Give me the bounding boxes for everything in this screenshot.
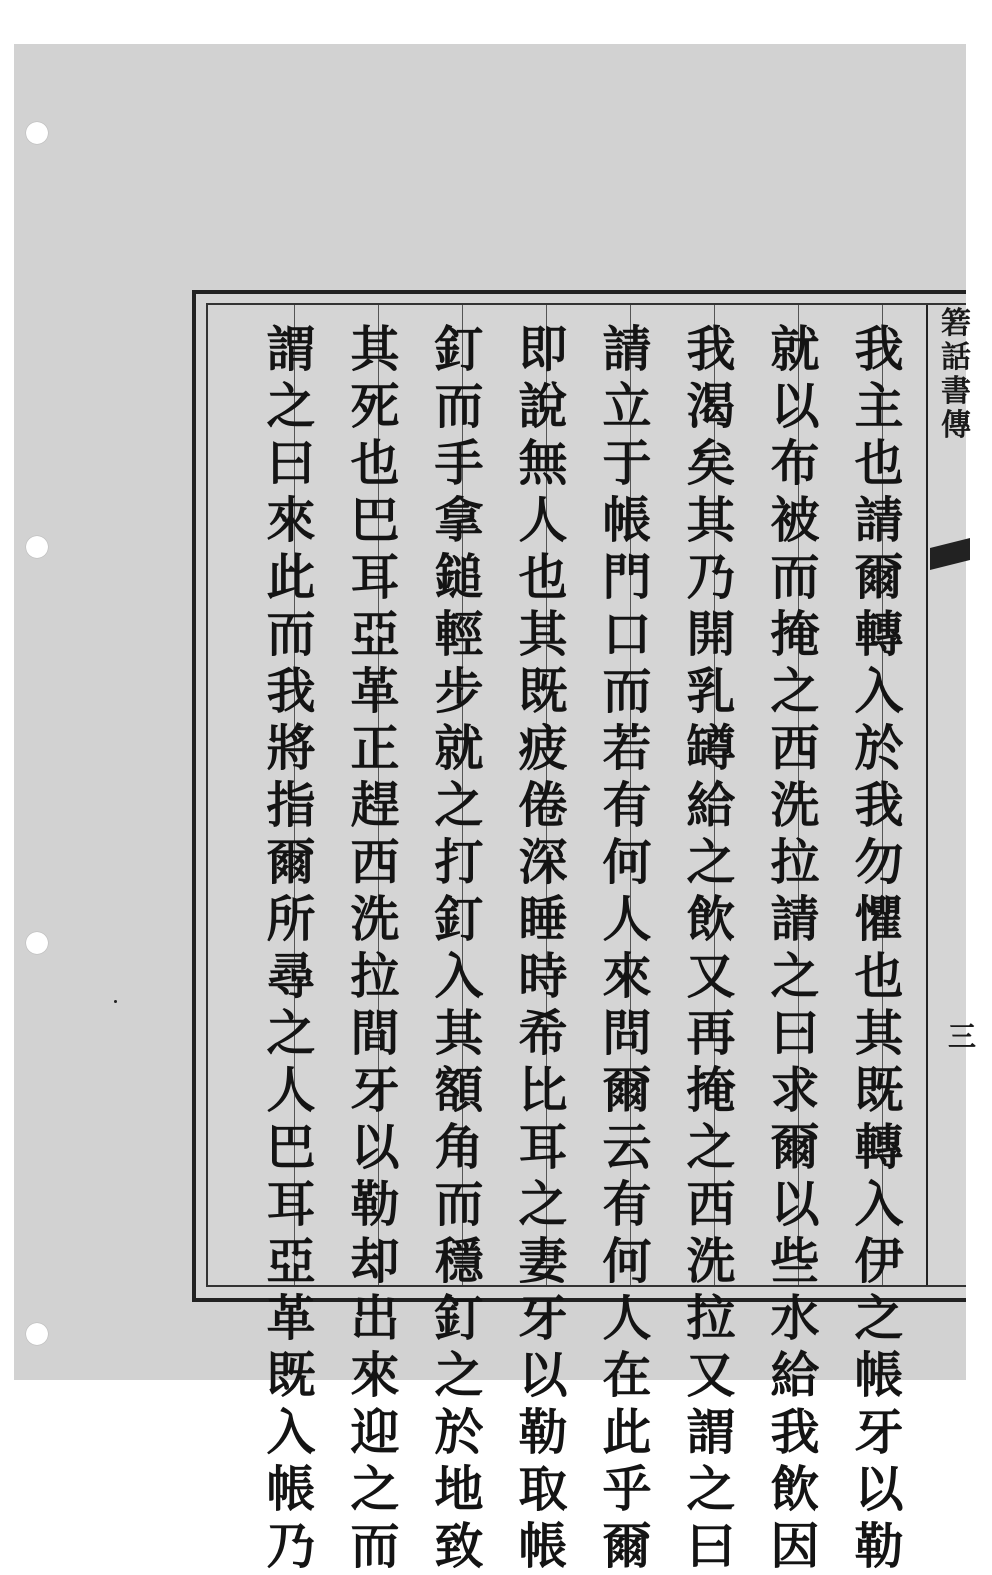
glyph: 爾 <box>266 833 316 891</box>
glyph: 其 <box>518 605 568 663</box>
glyph: 所 <box>266 890 316 948</box>
glyph: 轉 <box>854 1118 904 1176</box>
glyph: 之 <box>434 776 484 834</box>
glyph: 倦 <box>518 776 568 834</box>
glyph: 我 <box>854 776 904 834</box>
glyph: 于 <box>602 434 652 492</box>
glyph: 帳 <box>854 1346 904 1404</box>
glyph: 立 <box>602 377 652 435</box>
glyph: 將 <box>266 719 316 777</box>
glyph: 乳 <box>686 662 736 720</box>
glyph: 却 <box>350 1232 400 1290</box>
glyph: 釘 <box>434 1289 484 1347</box>
glyph: 來 <box>602 947 652 1005</box>
glyph: 勒 <box>350 1175 400 1233</box>
glyph: 疲 <box>518 719 568 777</box>
glyph: 之 <box>686 1118 736 1176</box>
glyph: 勒 <box>518 1403 568 1461</box>
glyph: 入 <box>266 1403 316 1461</box>
glyph: 人 <box>602 1289 652 1347</box>
glyph: 手 <box>434 434 484 492</box>
glyph: 爾 <box>854 548 904 606</box>
glyph: 間 <box>350 1004 400 1062</box>
glyph: 懼 <box>854 890 904 948</box>
glyph: 其 <box>686 491 736 549</box>
title-glyph: 話 <box>941 340 971 375</box>
glyph: 以 <box>770 377 820 435</box>
glyph: 亞 <box>350 605 400 663</box>
glyph: 出 <box>350 1289 400 1347</box>
glyph: 飲 <box>770 1460 820 1518</box>
glyph: 時 <box>518 947 568 1005</box>
glyph: 也 <box>350 434 400 492</box>
glyph: 入 <box>434 947 484 1005</box>
glyph: 也 <box>854 947 904 1005</box>
glyph: 掩 <box>770 605 820 663</box>
glyph: 其 <box>854 1004 904 1062</box>
glyph: 之 <box>434 1346 484 1404</box>
glyph: 渴 <box>686 377 736 435</box>
glyph: 耳 <box>518 1118 568 1176</box>
glyph: 比 <box>518 1061 568 1119</box>
text-column-5 <box>512 320 574 1575</box>
glyph: 之 <box>518 1175 568 1233</box>
glyph: 入 <box>854 662 904 720</box>
glyph: 而 <box>770 548 820 606</box>
glyph: 巴 <box>350 491 400 549</box>
glyph: 打 <box>434 833 484 891</box>
glyph: 請 <box>602 320 652 378</box>
title-glyph: 傳 <box>941 408 971 443</box>
glyph: 乃 <box>686 548 736 606</box>
glyph: 人 <box>602 890 652 948</box>
ink-speck <box>114 1000 117 1003</box>
glyph: 角 <box>434 1118 484 1176</box>
text-block <box>206 303 977 1575</box>
glyph: 水 <box>770 1289 820 1347</box>
glyph: 之 <box>770 947 820 1005</box>
glyph: 若 <box>602 719 652 777</box>
glyph: 掩 <box>686 1061 736 1119</box>
glyph: 拉 <box>350 947 400 1005</box>
glyph: 革 <box>266 1289 316 1347</box>
glyph: 迎 <box>350 1403 400 1461</box>
glyph: 以 <box>854 1460 904 1518</box>
glyph: 妻 <box>518 1232 568 1290</box>
glyph: 爾 <box>602 1061 652 1119</box>
glyph: 就 <box>434 719 484 777</box>
glyph: 布 <box>770 434 820 492</box>
glyph: 其 <box>350 320 400 378</box>
glyph: 既 <box>854 1061 904 1119</box>
glyph: 乃 <box>266 1517 316 1575</box>
glyph: 拉 <box>770 833 820 891</box>
glyph: 也 <box>518 548 568 606</box>
glyph: 求 <box>770 1061 820 1119</box>
glyph: 伊 <box>854 1232 904 1290</box>
glyph: 曰 <box>770 1004 820 1062</box>
glyph: 正 <box>350 719 400 777</box>
glyph: 主 <box>854 377 904 435</box>
glyph: 有 <box>602 1175 652 1233</box>
text-column-8 <box>260 320 322 1575</box>
glyph: 耳 <box>266 1175 316 1233</box>
glyph: 也 <box>854 434 904 492</box>
text-column-7 <box>344 320 406 1575</box>
glyph: 即 <box>518 320 568 378</box>
punch-hole <box>26 932 48 954</box>
glyph: 拉 <box>686 1289 736 1347</box>
glyph: 取 <box>518 1460 568 1518</box>
glyph: 深 <box>518 833 568 891</box>
glyph: 睡 <box>518 890 568 948</box>
text-column-1 <box>848 320 910 1575</box>
glyph: 而 <box>266 605 316 663</box>
glyph: 之 <box>770 662 820 720</box>
glyph: 洗 <box>350 890 400 948</box>
glyph: 其 <box>434 1004 484 1062</box>
glyph: 轉 <box>854 605 904 663</box>
glyph: 人 <box>518 491 568 549</box>
glyph: 穩 <box>434 1232 484 1290</box>
glyph: 而 <box>350 1517 400 1575</box>
punch-hole <box>26 1323 48 1345</box>
punch-hole <box>26 536 48 558</box>
text-column-3 <box>680 320 742 1575</box>
glyph: 之 <box>266 1004 316 1062</box>
glyph: 被 <box>770 491 820 549</box>
glyph: 釘 <box>434 890 484 948</box>
glyph: 希 <box>518 1004 568 1062</box>
glyph: 爾 <box>602 1517 652 1575</box>
glyph: 此 <box>602 1403 652 1461</box>
glyph: 問 <box>602 1004 652 1062</box>
glyph: 無 <box>518 434 568 492</box>
glyph: 門 <box>602 548 652 606</box>
glyph: 帳 <box>602 491 652 549</box>
glyph: 而 <box>434 1175 484 1233</box>
glyph: 而 <box>602 662 652 720</box>
glyph: 步 <box>434 662 484 720</box>
glyph: 輕 <box>434 605 484 663</box>
glyph: 飲 <box>686 890 736 948</box>
page-number: 三 <box>948 1020 977 1053</box>
punch-hole <box>26 122 48 144</box>
glyph: 來 <box>266 491 316 549</box>
glyph: 又 <box>686 1346 736 1404</box>
glyph: 地 <box>434 1460 484 1518</box>
glyph: 之 <box>350 1460 400 1518</box>
glyph: 既 <box>518 662 568 720</box>
glyph: 口 <box>602 605 652 663</box>
glyph: 說 <box>518 377 568 435</box>
glyph: 耳 <box>350 548 400 606</box>
glyph: 以 <box>518 1346 568 1404</box>
glyph: 牙 <box>854 1403 904 1461</box>
glyph: 請 <box>854 491 904 549</box>
glyph: 謂 <box>686 1403 736 1461</box>
title-glyph: 箬 <box>941 306 971 341</box>
glyph: 帳 <box>266 1460 316 1518</box>
glyph: 之 <box>686 1460 736 1518</box>
column-rule <box>926 305 928 1285</box>
glyph: 尋 <box>266 947 316 1005</box>
glyph: 我 <box>686 320 736 378</box>
glyph: 而 <box>434 377 484 435</box>
glyph: 開 <box>686 605 736 663</box>
glyph: 死 <box>350 377 400 435</box>
glyph: 洗 <box>770 776 820 834</box>
text-column-2 <box>764 320 826 1575</box>
glyph: 給 <box>770 1346 820 1404</box>
glyph: 拿 <box>434 491 484 549</box>
glyph: 在 <box>602 1346 652 1404</box>
glyph: 西 <box>686 1175 736 1233</box>
glyph: 謂 <box>266 320 316 378</box>
glyph: 何 <box>602 1232 652 1290</box>
glyph: 釘 <box>434 320 484 378</box>
glyph: 何 <box>602 833 652 891</box>
glyph: 云 <box>602 1118 652 1176</box>
glyph: 牙 <box>518 1289 568 1347</box>
glyph: 些 <box>770 1232 820 1290</box>
glyph: 之 <box>686 833 736 891</box>
glyph: 之 <box>266 377 316 435</box>
glyph: 再 <box>686 1004 736 1062</box>
glyph: 洗 <box>686 1232 736 1290</box>
glyph: 以 <box>350 1118 400 1176</box>
glyph: 額 <box>434 1061 484 1119</box>
glyph: 人 <box>266 1061 316 1119</box>
glyph: 來 <box>350 1346 400 1404</box>
glyph: 革 <box>350 662 400 720</box>
glyph: 乎 <box>602 1460 652 1518</box>
glyph: 請 <box>770 890 820 948</box>
glyph: 於 <box>434 1403 484 1461</box>
glyph: 於 <box>854 719 904 777</box>
glyph: 以 <box>770 1175 820 1233</box>
glyph: 就 <box>770 320 820 378</box>
glyph: 給 <box>686 776 736 834</box>
glyph: 我 <box>266 662 316 720</box>
glyph: 有 <box>602 776 652 834</box>
glyph: 牙 <box>350 1061 400 1119</box>
glyph: 曰 <box>266 434 316 492</box>
text-column-4 <box>596 320 658 1575</box>
glyph: 鎚 <box>434 548 484 606</box>
glyph: 之 <box>854 1289 904 1347</box>
glyph: 西 <box>350 833 400 891</box>
glyph: 因 <box>770 1517 820 1575</box>
glyph: 我 <box>854 320 904 378</box>
glyph: 致 <box>434 1517 484 1575</box>
glyph: 矣 <box>686 434 736 492</box>
glyph: 我 <box>770 1403 820 1461</box>
glyph: 既 <box>266 1346 316 1404</box>
glyph: 帳 <box>518 1517 568 1575</box>
glyph: 趕 <box>350 776 400 834</box>
text-column-6 <box>428 320 490 1575</box>
glyph: 此 <box>266 548 316 606</box>
glyph: 巴 <box>266 1118 316 1176</box>
glyph: 罇 <box>686 719 736 777</box>
glyph: 亞 <box>266 1232 316 1290</box>
glyph: 指 <box>266 776 316 834</box>
glyph: 勒 <box>854 1517 904 1575</box>
glyph: 入 <box>854 1175 904 1233</box>
glyph: 又 <box>686 947 736 1005</box>
title-glyph: 書 <box>941 374 971 409</box>
glyph: 勿 <box>854 833 904 891</box>
glyph: 曰 <box>686 1517 736 1575</box>
glyph: 爾 <box>770 1118 820 1176</box>
glyph: 西 <box>770 719 820 777</box>
